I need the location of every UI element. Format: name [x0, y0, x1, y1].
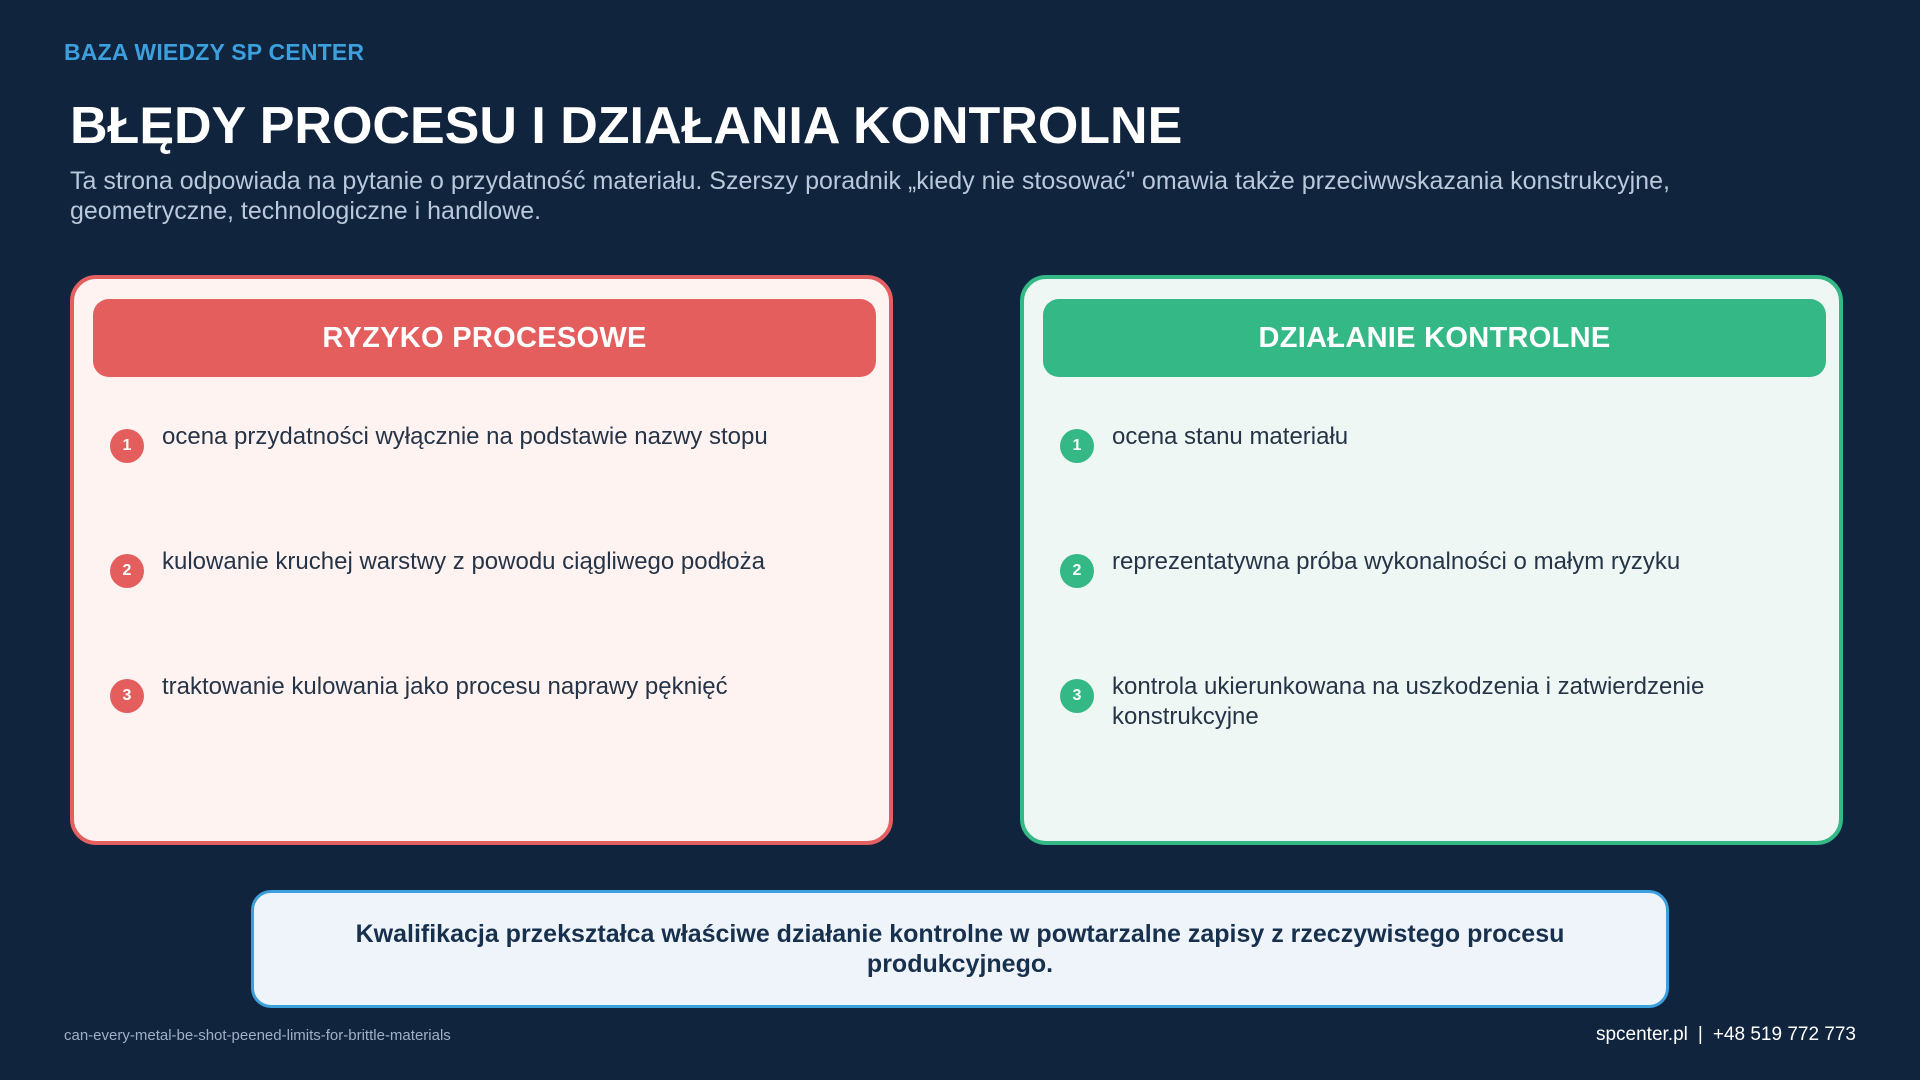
risk-item [110, 672, 850, 713]
risk-card-heading: RYZYKO PROCESOWE [93, 299, 876, 377]
control-card-heading: DZIAŁANIE KONTROLNE [1043, 299, 1826, 377]
page-subtitle: Ta strona odpowiada na pytanie o przydatność materiału. Szerszy poradnik „kiedy nie stosować" omawia także przeciwwskazania konstrukcyjne, geometryczne, technologiczne i handlowe. [70, 167, 1670, 225]
control-item [1060, 422, 1800, 463]
summary-text: Kwalifikacja przekształca właściwe działanie kontrolne w powtarzalne zapisy z rzeczywistego procesu produkcyjnego. [355, 920, 1565, 978]
risk-card [70, 275, 893, 845]
control-item [1060, 672, 1800, 732]
risk-item-number-badge: 1 [110, 429, 144, 463]
page-title: BŁĘDY PROCESU I DZIAŁANIA KONTROLNE [70, 97, 1183, 155]
risk-item [110, 547, 850, 588]
summary-box [251, 890, 1669, 1008]
risk-item-text: kulowanie kruchej warstwy z powodu ciągliwego podłoża [162, 548, 765, 575]
risk-item-number-badge: 3 [110, 679, 144, 713]
control-item-number-badge: 3 [1060, 679, 1094, 713]
control-item-text: ocena stanu materiału [1112, 423, 1349, 450]
risk-item-text: traktowanie kulowania jako procesu naprawy pęknięć [162, 673, 728, 700]
control-card [1020, 275, 1843, 845]
control-item-number-badge: 2 [1060, 554, 1094, 588]
footer-phone[interactable]: +48 519 772 773 [1712, 1024, 1856, 1045]
control-item-text: reprezentatywna próba wykonalności o małym ryzyku [1112, 548, 1681, 575]
footer-slug: can-every-metal-be-shot-peened-limits-for-brittle-materials [64, 1027, 451, 1044]
footer-separator: | [1697, 1024, 1703, 1045]
risk-item-number-badge: 2 [110, 554, 144, 588]
control-item-text: kontrola ukierunkowana na uszkodzenia i zatwierdzenie konstrukcyjne [1112, 673, 1705, 730]
kicker-label: BAZA WIEDZY SP CENTER [64, 39, 365, 65]
footer-contact [1596, 1024, 1856, 1046]
control-item [1060, 547, 1800, 588]
risk-item-text: ocena przydatności wyłącznie na podstawie nazwy stopu [162, 423, 768, 450]
control-item-number-badge: 1 [1060, 429, 1094, 463]
footer-website-link[interactable]: spcenter.pl [1595, 1024, 1688, 1045]
risk-item [110, 422, 850, 463]
